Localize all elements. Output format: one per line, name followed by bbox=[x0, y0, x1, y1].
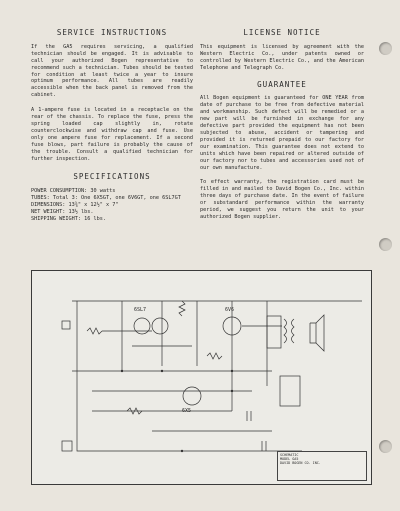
title-block-line: SCHEMATIC bbox=[280, 453, 299, 457]
specifications-heading: SPECIFICATIONS bbox=[73, 172, 151, 182]
service-paragraph-1: If the GA5 requires servicing, a qualified technician should be engaged. It is advisable to call your authorized Bogen representative to recommend such a technician. Tubes should be tested for condition at least twice a year to insure optimum performance. All tubes are readily accessible when the back panel is removed from the cabinet. bbox=[31, 43, 193, 99]
service-heading: SERVICE INSTRUCTIONS bbox=[56, 28, 168, 37]
tube-label-6sl7: 6SL7 bbox=[134, 307, 147, 313]
spec-shipping-weight: SHIPPING WEIGHT: 16 lbs. bbox=[31, 215, 106, 222]
title-block-line: MODEL GA5 bbox=[280, 457, 299, 462]
spec-power: POWER CONSUMPTION: 30 watts bbox=[31, 188, 116, 195]
binder-hole bbox=[379, 238, 392, 251]
license-paragraph: This equipment is licensed by agreement with the Western Electric Co., under patents owned or controlled by Western Electric Co., and the American Telephone and Telegraph Co. bbox=[200, 43, 364, 71]
binder-hole bbox=[379, 42, 392, 55]
schematic-title-block bbox=[277, 451, 367, 481]
binder-hole bbox=[379, 440, 392, 453]
service-paragraph-2: A 1-ampere fuse is located in a receptacle on the rear of the chassis. To replace the fuse, press the spring loaded cap slightly in, rotate counterclockwise and withdraw cap and fuse. Use only one ampere fuse for replacement. If a second fuse blows, part failure is probably the cause of the trouble. Consult a qualified technician for further inspection. bbox=[31, 107, 193, 162]
guarantee-paragraph-2: To effect warranty, the registration card must be filled in and mailed to David Bogen Co., Inc. within three days of purchase date. In the event of failure or substandard performance within the warranty period, we suggest you return the unit to your authorized Bogen supplier. bbox=[200, 179, 364, 220]
title-block-line: DAVID BOGEN CO. INC. bbox=[280, 461, 321, 466]
tube-label-6x5: 6X5 bbox=[182, 408, 192, 414]
guarantee-paragraph-1: All Bogen equipment is guaranteed for ONE YEAR from date of purchase to be free from defective material and workmanship. Such defect will be remedied or a new part will be furnished in exchange for any defective part provided the equipment has not been subjected to abuse, accident or tampering and provided it is returned prepaid to our factory for our examination. This guarantee does not extend to units which have been repaired or altered outside of our factory nor to tubes and accessories used not of our own manufacture. bbox=[200, 95, 364, 171]
spec-tubes: TUBES: Total 3: One 6X5GT, one 6V6GT, one 6SL7GT bbox=[31, 195, 181, 202]
spec-dimensions: DIMENSIONS: 13¾" x 12½" x 7" bbox=[31, 202, 119, 209]
spec-net-weight: NET WEIGHT: 13½ lbs. bbox=[31, 209, 94, 216]
license-heading: LICENSE NOTICE bbox=[243, 28, 321, 37]
tube-label-6v6: 6V6 bbox=[225, 307, 235, 313]
left-column bbox=[31, 30, 193, 223]
schematic-diagram bbox=[31, 270, 372, 485]
guarantee-heading: GUARANTEE bbox=[257, 79, 307, 89]
right-column bbox=[200, 30, 364, 225]
